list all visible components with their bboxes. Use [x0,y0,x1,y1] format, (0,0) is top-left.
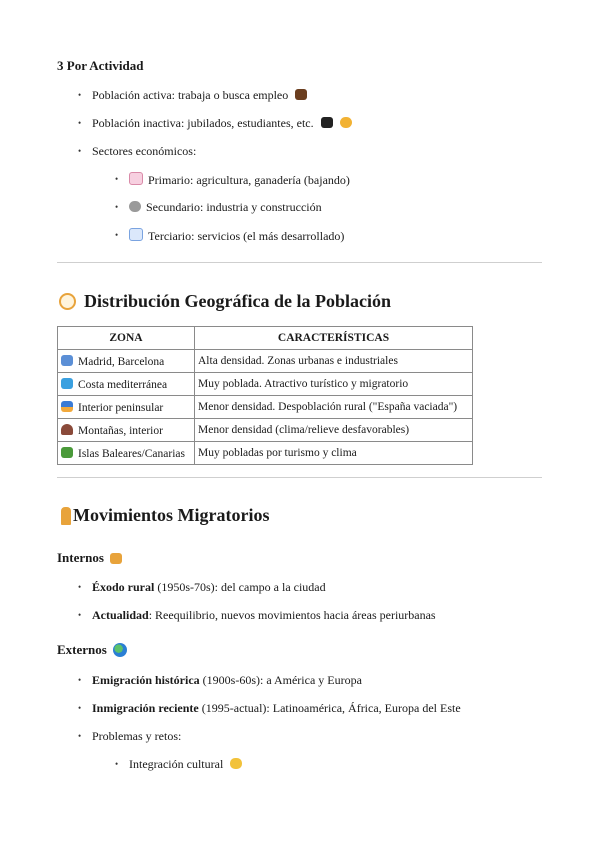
list-item-text: : Reequilibrio, nuevos movimientos hacia áreas periurbanas [148,608,436,622]
list-item-text: (1950s-70s): del campo a la ciudad [154,580,326,594]
table-header: ZONA [58,327,195,350]
bullet: • [115,759,119,769]
table-cell-caracteristicas: Menor densidad. Despoblación rural ("España vaciada") [195,396,473,419]
briefcase-icon [295,89,307,100]
wave-icon [61,378,73,389]
compass-icon [59,293,76,310]
table-row [58,419,473,442]
table-cell-zona [58,396,195,419]
list-item-text: Terciario: servicios (el más desarrollado) [148,229,345,243]
zona-label: Islas Baleares/Canarias [78,447,185,460]
bullet: • [78,703,82,713]
table-cell-zona [58,350,195,373]
divider [57,262,542,263]
table-cell-caracteristicas: Muy pobladas por turismo y clima [195,442,473,465]
table-cell-zona [58,419,195,442]
section-heading-text: Distribución Geográfica de la Población [84,291,391,311]
graduation-cap-icon [321,117,333,128]
list-item [92,580,326,595]
bullet: • [78,731,82,741]
list-item-bold: Éxodo rural [92,580,155,594]
list-item [129,228,344,244]
gear-icon [129,201,141,212]
subheading-internos [57,550,122,566]
table-header-row [58,327,473,350]
list-item-bold: Actualidad [92,608,149,622]
bullet: • [78,610,82,620]
list-item-text: Primario: agricultura, ganadería (bajando) [148,173,350,187]
subheading-text: Internos [57,550,104,565]
list-item-bold: Emigración histórica [92,673,200,687]
globe-icon [113,643,127,657]
list-item: Sectores económicos: [92,144,197,158]
palm-tree-icon [61,447,73,458]
bullet: • [115,174,119,184]
table-row [58,373,473,396]
list-item [92,729,181,744]
table-row [58,350,473,373]
bullet: • [78,118,82,128]
bullet: • [78,90,82,100]
list-item-text: Integración cultural [129,757,224,771]
list-item [92,88,307,103]
chart-increasing-icon [129,228,143,241]
handshake-icon [230,758,242,769]
list-item [129,757,242,772]
table-cell-caracteristicas: Alta densidad. Zonas urbanas e industriales [195,350,473,373]
list-item [129,172,350,188]
table-cell-zona [58,442,195,465]
elderly-person-icon [340,117,352,128]
table-cell-caracteristicas: Menor densidad (clima/relieve desfavorables) [195,419,473,442]
list-item [92,116,352,131]
chart-decreasing-icon [129,172,143,185]
table-row [58,442,473,465]
list-item-text: Población inactiva: jubilados, estudiantes, etc. [92,116,314,130]
house-icon [110,553,122,564]
bullet: • [78,582,82,592]
list-item [129,200,322,215]
distribution-table [57,326,473,465]
mountain-icon [61,424,73,435]
list-item [92,673,362,688]
zona-label: Interior peninsular [78,401,164,414]
sunrise-icon [61,401,73,412]
section-heading-movimientos [61,505,269,526]
list-item-text: (1900s-60s): a América y Europa [199,673,362,687]
subheading-text: Externos [57,642,107,657]
person-walking-icon [61,507,71,525]
list-item-bold: Inmigración reciente [92,701,199,715]
bullet: • [78,675,82,685]
bullet: • [115,230,119,240]
table-row [58,396,473,419]
bullet: • [78,146,82,156]
list-item [92,701,461,716]
bullet: • [115,202,119,212]
divider [57,477,542,478]
table-header: CARACTERÍSTICAS [195,327,473,350]
city-icon [61,355,73,366]
list-item-text: Problemas y retos: [92,729,182,743]
section-heading-text: Movimientos Migratorios [73,505,270,525]
zona-label: Costa mediterránea [78,378,168,391]
table-cell-zona [58,373,195,396]
subheading-externos [57,642,127,658]
table-cell-caracteristicas: Muy poblada. Atractivo turístico y migratorio [195,373,473,396]
list-item-text: (1995-actual): Latinoamérica, África, Europa del Este [198,701,461,715]
list-item-text: Secundario: industria y construcción [146,200,322,214]
list-item [92,608,436,623]
section-heading-actividad: 3 Por Actividad [57,58,144,73]
zona-label: Madrid, Barcelona [78,355,165,368]
list-item-text: Población activa: trabaja o busca empleo [92,88,289,102]
section-heading-distribucion [59,291,391,312]
zona-label: Montañas, interior [78,424,163,437]
